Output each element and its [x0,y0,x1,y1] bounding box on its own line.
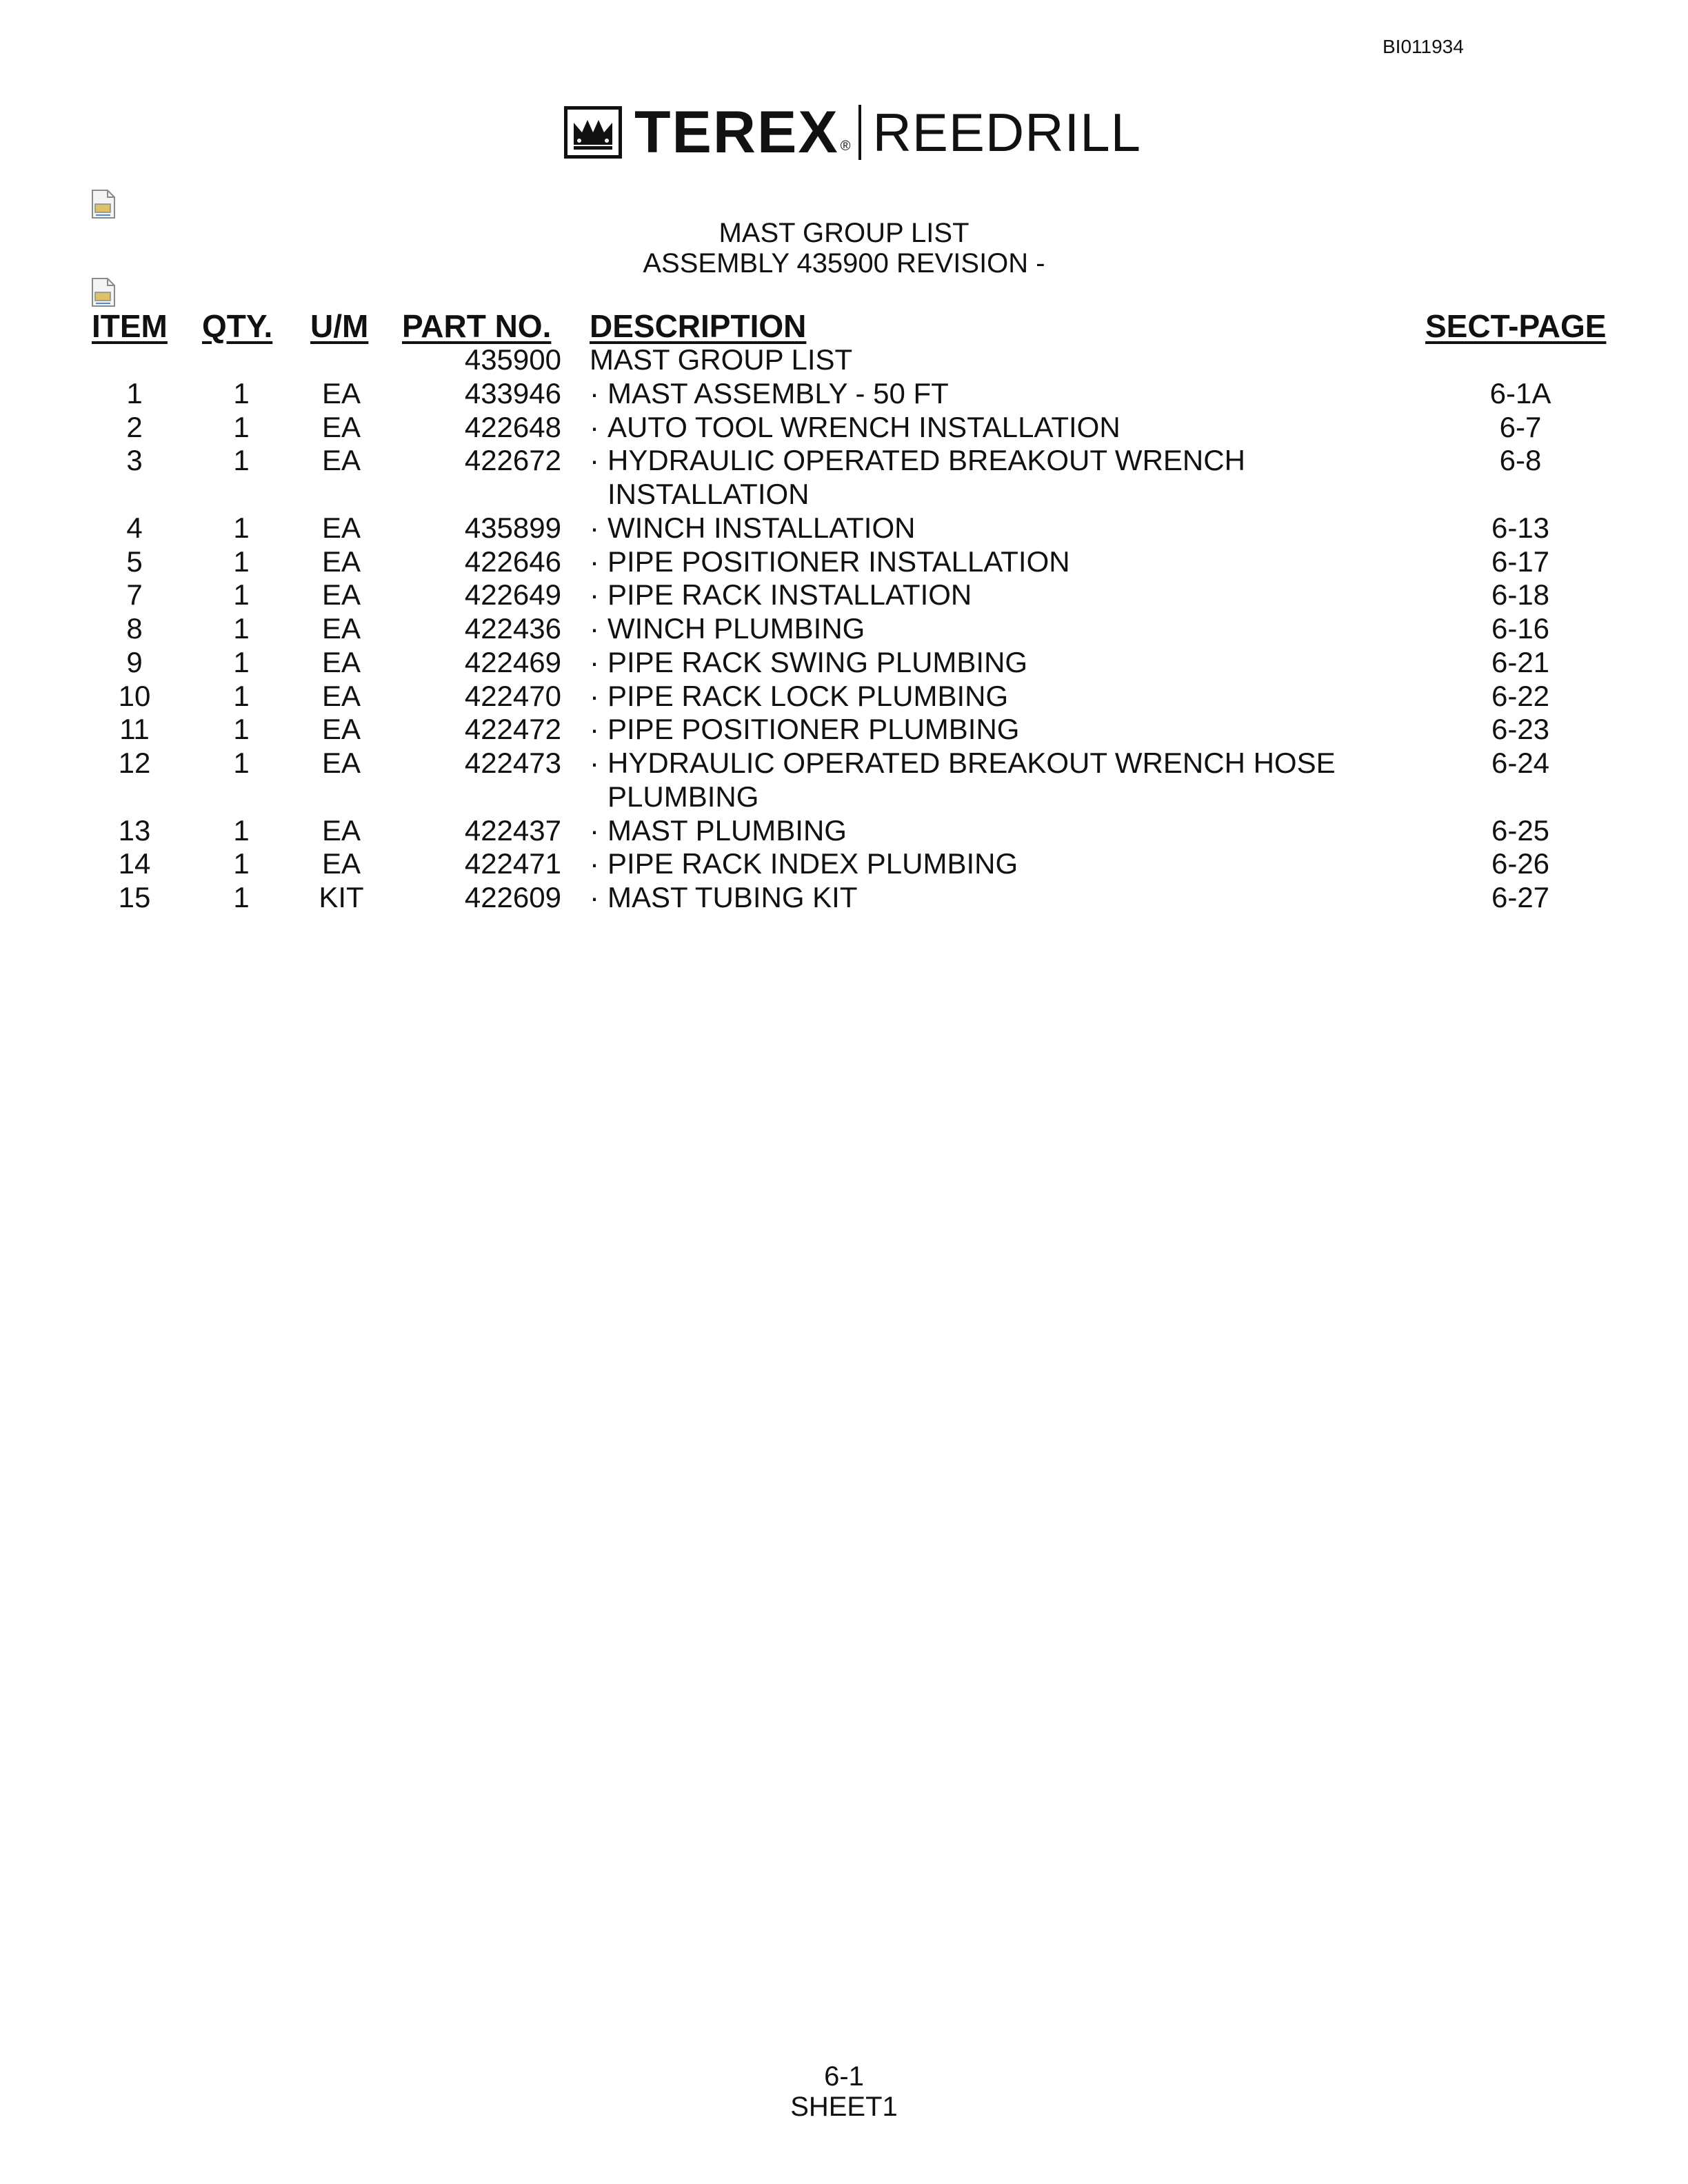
qty-cell: 1 [233,645,250,678]
qty-cell: 1 [233,410,250,443]
um-cell: EA [321,813,361,847]
description-text: PIPE POSITIONER INSTALLATION [607,545,1070,578]
part-number-cell: 422649 [464,578,561,611]
um-cell: EA [321,511,361,544]
table-row [0,747,1688,780]
qty-cell: 1 [233,847,250,880]
item-cell: 3 [126,444,143,477]
table-row [0,680,1688,714]
sect-page-cell: 6-8 [1499,444,1542,477]
table-row [0,444,1688,478]
part-number-cell: 422648 [464,410,561,443]
description-text: INSTALLATION [607,478,810,510]
sect-page-cell: 6-22 [1491,679,1550,712]
embedded-document-icon[interactable] [90,189,117,219]
sect-page-cell: 6-25 [1491,813,1550,847]
item-cell: 13 [118,813,151,847]
logo-divider [858,105,861,160]
part-number-cell: 422470 [464,679,561,712]
um-cell: EA [321,578,361,611]
sect-page-cell: 6-1A [1489,376,1551,410]
item-cell: 5 [126,545,143,578]
description-cell [590,713,1019,746]
description-cell [590,411,1121,444]
item-cell: 9 [126,645,143,678]
part-number-cell: 422469 [464,645,561,678]
header-qty: QTY. [202,308,273,344]
header-part-no: PART NO. [402,308,552,344]
table-row [0,847,1688,881]
um-cell: EA [321,747,361,779]
sheet-label: SHEET1 [790,2092,898,2122]
indent-bullet: · [590,747,599,779]
description-text: PLUMBING [607,780,759,813]
indent-bullet: · [590,612,599,645]
description-cell [590,578,972,611]
description-cell [590,780,758,813]
part-number-cell: 435900 [464,343,561,376]
qty-cell: 1 [233,881,250,913]
description-text: PIPE RACK INDEX PLUMBING [607,847,1018,880]
qty-cell: 1 [233,545,250,578]
list-title: MAST GROUP LIST [719,218,969,248]
page-number: 6-1 [824,2061,864,2092]
item-cell: 2 [126,410,143,443]
part-number-cell: 422646 [464,545,561,578]
description-text: MAST PLUMBING [607,813,847,847]
table-row [0,713,1688,747]
qty-cell: 1 [233,578,250,611]
qty-cell: 1 [233,679,250,712]
table-row [0,780,1688,814]
qty-cell: 1 [233,444,250,477]
item-cell: 8 [126,612,143,645]
indent-bullet: · [590,847,599,880]
description-cell [590,847,1018,880]
terex-crown-icon [564,106,622,159]
indent-bullet: · [590,645,599,678]
description-text: MAST ASSEMBLY - 50 FT [607,376,949,410]
header-sect-page: SECT-PAGE [1425,308,1607,344]
indent-bullet: · [590,813,599,847]
part-number-cell: 433946 [464,376,561,410]
table-row [0,578,1688,612]
um-cell: EA [321,444,361,477]
qty-cell: 1 [233,713,250,746]
sect-page-cell: 6-27 [1491,881,1550,913]
sect-page-cell: 6-21 [1491,645,1550,678]
um-cell: EA [321,645,361,678]
indent-bullet: · [590,679,599,712]
description-cell [590,377,949,410]
description-text: MAST GROUP LIST [590,343,853,376]
part-number-cell: 422436 [464,612,561,645]
description-cell [590,444,1245,477]
item-cell: 12 [118,747,151,779]
indent-bullet: · [590,410,599,443]
sect-page-cell: 6-7 [1499,410,1542,443]
description-cell [590,814,847,847]
um-cell: EA [321,545,361,578]
description-text: WINCH INSTALLATION [607,511,916,544]
part-number-cell: 435899 [464,511,561,544]
sect-page-cell: 6-16 [1491,612,1550,645]
qty-cell: 1 [233,376,250,410]
logo-subbrand: REEDRILL [872,102,1141,163]
table-row [0,612,1688,646]
description-cell [590,881,858,914]
part-number-cell: 422472 [464,713,561,746]
um-cell: EA [321,376,361,410]
item-cell: 10 [118,679,151,712]
header-description: DESCRIPTION [590,308,807,344]
um-cell: EA [321,713,361,746]
part-number-cell: 422609 [464,881,561,913]
part-number-cell: 422437 [464,813,561,847]
sect-page-cell: 6-24 [1491,747,1550,779]
table-row [0,343,1688,377]
table-row [0,814,1688,848]
table-row [0,377,1688,411]
qty-cell: 1 [233,747,250,779]
item-cell: 11 [119,713,150,746]
um-cell: EA [321,847,361,880]
sect-page-cell: 6-13 [1491,511,1550,544]
qty-cell: 1 [233,813,250,847]
um-cell: EA [321,612,361,645]
header-item: ITEM [92,308,168,344]
indent-bullet: · [590,578,599,611]
item-cell: 4 [126,511,143,544]
item-cell: 15 [118,881,151,913]
sect-page-cell: 6-17 [1491,545,1550,578]
indent-bullet: · [590,444,599,477]
description-cell [590,512,915,545]
embedded-document-icon[interactable] [90,277,117,307]
sect-page-cell: 6-26 [1491,847,1550,880]
qty-cell: 1 [233,511,250,544]
description-text: PIPE POSITIONER PLUMBING [607,713,1020,746]
description-text: AUTO TOOL WRENCH INSTALLATION [607,410,1121,443]
indent-bullet: · [590,545,599,578]
table-row [0,881,1688,915]
header-um: U/M [310,308,369,344]
assembly-subtitle: ASSEMBLY 435900 REVISION - [643,248,1045,279]
description-text: HYDRAULIC OPERATED BREAKOUT WRENCH [607,444,1245,477]
description-text: HYDRAULIC OPERATED BREAKOUT WRENCH HOSE [607,747,1336,779]
table-row [0,646,1688,680]
indent-bullet: · [590,376,599,410]
description-text: WINCH PLUMBING [607,612,865,645]
description-cell [590,747,1336,780]
item-cell: 14 [118,847,151,880]
description-text: PIPE RACK INSTALLATION [607,578,972,611]
part-number-cell: 422672 [464,444,561,477]
logo-brand: TEREX [634,99,839,165]
terex-reedrill-logo [564,99,1141,165]
part-number-cell: 422473 [464,747,561,779]
sect-page-cell: 6-23 [1491,713,1550,746]
qty-cell: 1 [233,612,250,645]
description-text: PIPE RACK SWING PLUMBING [607,645,1028,678]
logo-registered-mark: ® [840,139,851,154]
um-cell: EA [321,679,361,712]
description-cell [590,545,1070,578]
description-cell [590,612,865,645]
table-row [0,512,1688,545]
um-cell: KIT [319,881,364,913]
indent-bullet: · [590,713,599,746]
indent-bullet: · [590,881,599,913]
item-cell: 7 [126,578,143,611]
description-cell [590,646,1027,679]
um-cell: EA [321,410,361,443]
sect-page-cell: 6-18 [1491,578,1550,611]
description-text: MAST TUBING KIT [607,881,858,913]
table-row [0,545,1688,579]
item-cell: 1 [126,376,143,410]
description-cell [590,680,1008,713]
table-row [0,478,1688,512]
part-number-cell: 422471 [464,847,561,880]
description-cell [590,343,852,376]
indent-bullet: · [590,511,599,544]
description-cell [590,478,810,511]
table-row [0,411,1688,445]
description-text: PIPE RACK LOCK PLUMBING [607,679,1009,712]
document-id: BI011934 [1383,36,1464,57]
